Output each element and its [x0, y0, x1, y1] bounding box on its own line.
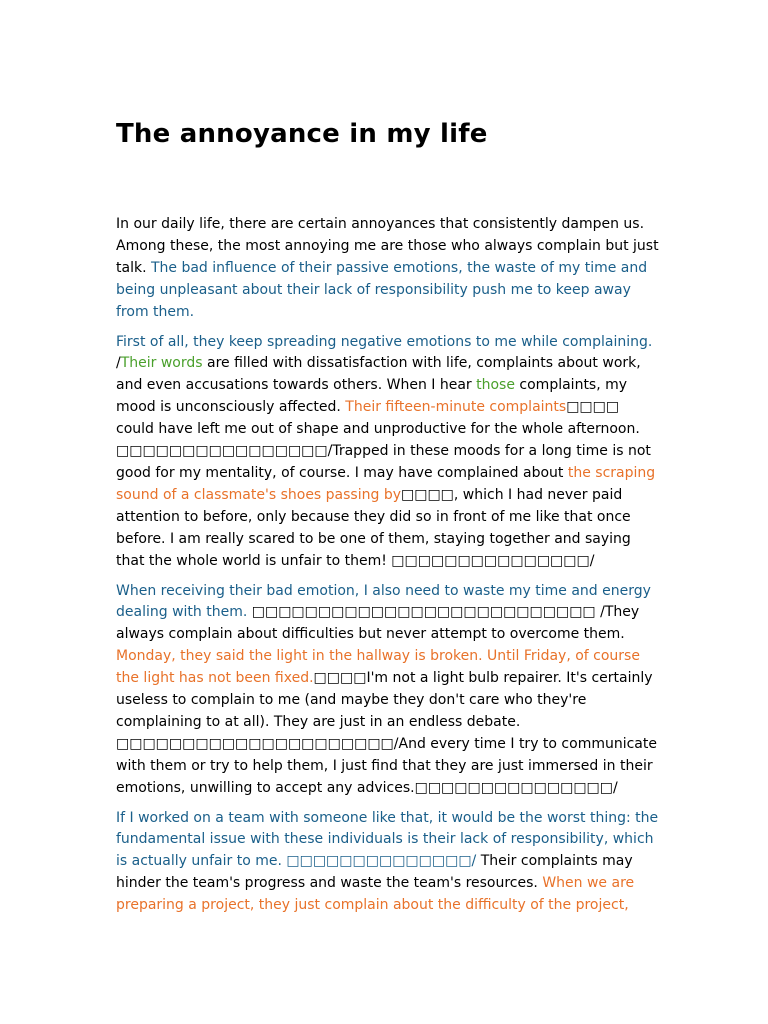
paragraph-responsibility — [116, 808, 661, 918]
highlight-blue-span: If I worked on a team with someone like that, it would be the worst thing: the fundamental issue with these individuals is their lack of responsibility, which is actually unfair to me. □□□□□□□□□□□□□□/ — [116, 809, 659, 870]
highlight-orange-span: the scraping sound of a classmate's shoes passing by — [116, 464, 656, 503]
text-span: □□□□I'm not a light bulb repairer. It's certainly useless to complain to me (and maybe they don't care who they're complaining to at all). They are just in an endless debate. □□□□□□□□□□□□□□□□□□□□□/And every time I try to communicate with them or try to help them, I just find that they are just immersed in their emotions, unwilling to accept any advices.□□□□□□□□□□□□□□□/ — [116, 670, 657, 796]
document-body — [116, 214, 661, 925]
text-span: / — [116, 355, 121, 372]
highlight-orange-span: Their fifteen-minute complaints — [345, 399, 567, 416]
paragraph-intro — [116, 214, 661, 324]
text-span: □□□□□□□□□□□□□□□□□□□□□□□□□□ /They always complain about difficulties but never attempt to overcome them. — [116, 604, 640, 643]
highlight-orange-span: When we are preparing a project, they just complain about the difficulty of the project, — [116, 875, 635, 914]
text-span: In our daily life, there are certain annoyances that consistently dampen us. Among these, the most annoying me are those who always complain but just talk. — [116, 216, 659, 276]
highlight-blue-span: The bad influence of their passive emotions, the waste of my time and being unpleasant about their lack of responsibility push me to keep away from them. — [116, 259, 648, 320]
text-span: complaints, my mood is unconsciously affected. — [116, 377, 628, 416]
text-span: are filled with dissatisfaction with life, complaints about work, and even accusations towards others. When I hear — [116, 355, 641, 394]
highlight-blue-span: When receiving their bad emotion, I also need to waste my time and energy dealing with them. — [116, 582, 651, 621]
text-span: Their complaints may hinder the team's progress and waste the team's resources. — [116, 853, 633, 892]
highlight-orange-span: Monday, they said the light in the hallway is broken. Until Friday, of course the light has not been fixed. — [116, 648, 640, 687]
text-span: □□□□, which I had never paid attention to before, only because they did so in front of me like that once before. I am really scared to be one of them, staying together and saying that the whole world is unfair to them! □□□□□□□□□□□□□□□/ — [116, 486, 631, 569]
paragraph-time — [116, 581, 661, 800]
paragraph-emotions — [116, 332, 661, 573]
document-title: The annoyance in my life — [116, 119, 488, 149]
highlight-green-span: Their words — [120, 355, 203, 372]
highlight-blue-span: First of all, they keep spreading negative emotions to me while complaining. — [116, 333, 653, 350]
text-span: □□□□ could have left me out of shape and unproductive for the whole afternoon. □□□□□□□□□□□□□□□□/Trapped in these moods for a long time is not good for my mentality, of course. I may have complained about — [116, 399, 651, 481]
highlight-green-span: those — [476, 377, 515, 394]
